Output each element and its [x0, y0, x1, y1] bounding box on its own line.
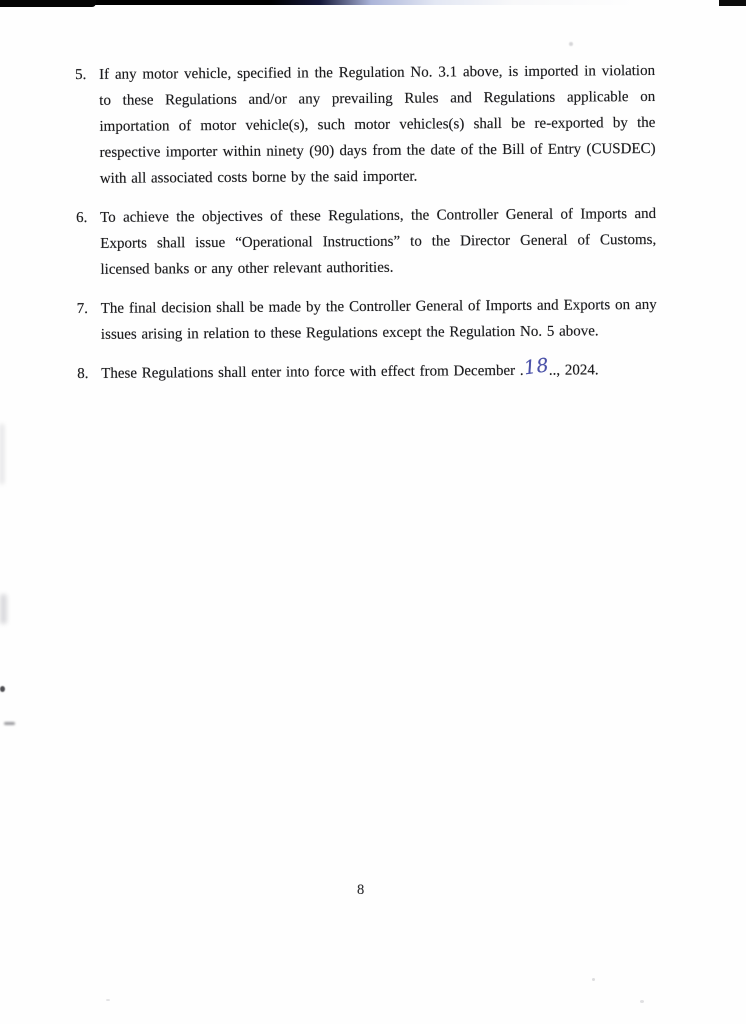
scan-speck [106, 999, 110, 1001]
list-item-5 [75, 58, 656, 192]
scan-speck [592, 978, 595, 981]
scan-smudge [0, 424, 4, 484]
effective-date-text-before: These Regulations shall enter into force with effect from December . [101, 362, 524, 382]
list-item-7 [77, 292, 657, 348]
regulations-list [75, 58, 657, 400]
scan-speck [4, 722, 15, 725]
item-number: 6. [76, 209, 88, 226]
handwritten-date-day: 18 [522, 354, 550, 380]
scan-speck [0, 686, 5, 692]
item-text: The final decision shall be made by the Controller General of Imports and Exports on any issues arising in relation to these Regulations except the Regulation No. 5 above. [100, 296, 657, 343]
item-text [101, 354, 657, 387]
item-number: 7. [76, 300, 89, 317]
item-number: 5. [75, 66, 87, 83]
page-number: 8 [357, 882, 365, 898]
list-item-8 [77, 354, 657, 387]
scan-edge-artifact-top [0, 0, 640, 5]
scan-edge-artifact-top-left [0, 0, 96, 7]
item-text: If any motor vehicle, specified in the Regulation No. 3.1 above, is imported in violation to these Regulations and/or any prevailing Rules and Regulations applicable on importation of motor vehicle(s), such motor vehicles(s) shall be re-exported by the respective importer within ninety (90) days from the date of the Bill of Entry (CUSDEC) with all associated costs borne by the said importer. [99, 62, 656, 187]
scan-speck [569, 42, 573, 46]
item-number: 8. [77, 365, 89, 382]
effective-date-text-after: .., 2024. [548, 362, 599, 379]
scan-smudge [0, 594, 7, 624]
list-item-6 [76, 201, 657, 283]
scan-edge-artifact-top-right [719, 0, 746, 6]
item-text: To achieve the objectives of these Regulations, the Controller General of Imports and Exports shall issue “Operational Instructions” to the Director General of Customs, licensed banks or any other relevant authorities. [100, 205, 657, 278]
scan-speck [640, 1000, 644, 1003]
